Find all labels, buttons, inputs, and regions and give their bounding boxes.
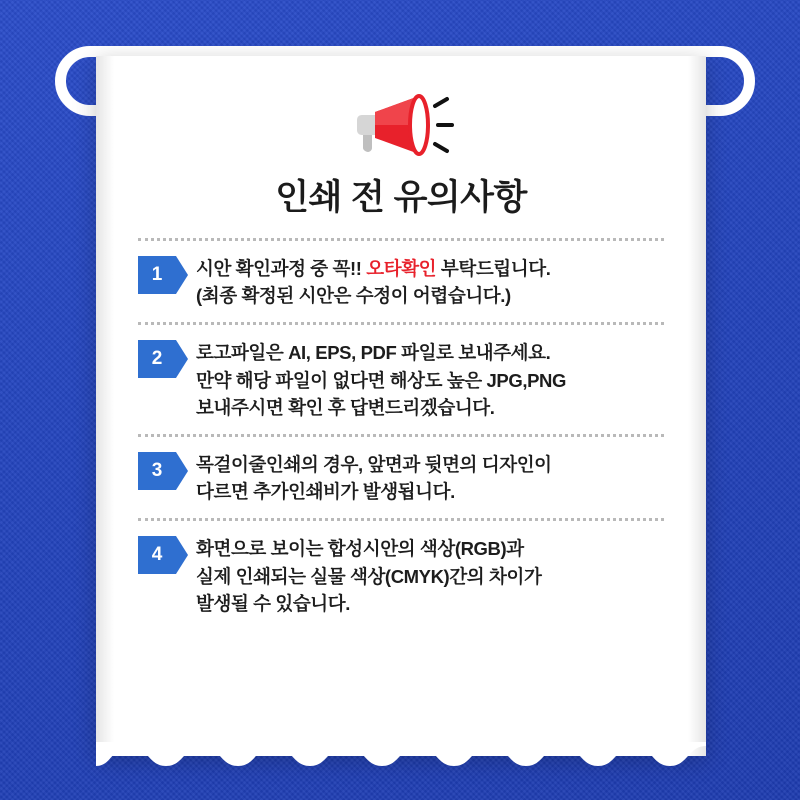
notice-text-segment: 시안 확인과정 중 꼭!! [196, 258, 367, 279]
notice-line-2-3: 보내주시면 확인 후 답변드리겠습니다. [196, 396, 495, 418]
notice-number-1: 1 [138, 256, 176, 294]
notice-line-4-2: 실제 인쇄되는 실물 색상(CMYK)간의 차이가 [196, 565, 542, 587]
notice-text-3 [196, 450, 664, 505]
notice-line-1-1 [196, 255, 664, 282]
notice-line-4-1: 화면으로 보이는 합성시안의 색상(RGB)과 [196, 538, 524, 560]
notice-line-3-1: 목걸이줄인쇄의 경우, 앞면과 뒷면의 디자인이 [196, 453, 552, 475]
notice-highlight-segment: 오타확인 [366, 258, 437, 279]
notice-text-segment: 부탁드립니다. [436, 258, 551, 279]
notice-line-4-3: 발생될 수 있습니다. [196, 592, 350, 614]
notice-number-3: 3 [138, 452, 176, 490]
page-title: 인쇄 전 유의사항 [275, 178, 527, 217]
notice-text-4 [196, 534, 664, 617]
megaphone-icon [136, 90, 666, 164]
notice-text-1 [196, 254, 664, 309]
notice-item-2 [136, 325, 666, 434]
notice-number-4: 4 [138, 536, 176, 574]
poster-content [96, 56, 706, 756]
notice-item-1 [136, 241, 666, 322]
notice-number-2: 2 [138, 340, 176, 378]
notice-line-2-1: 로고파일은 AI, EPS, PDF 파일로 보내주세요. [196, 342, 551, 364]
notice-line-2-2: 만약 해당 파일이 없다면 해상도 높은 JPG,PNG [196, 369, 566, 391]
notice-item-4 [136, 521, 666, 630]
notice-item-3 [136, 437, 666, 518]
notice-line-3-2: 다르면 추가인쇄비가 발생됩니다. [196, 481, 455, 503]
notice-text-2 [196, 338, 664, 421]
notice-line-1-2: (최종 확정된 시안은 수정이 어렵습니다.) [196, 285, 511, 307]
